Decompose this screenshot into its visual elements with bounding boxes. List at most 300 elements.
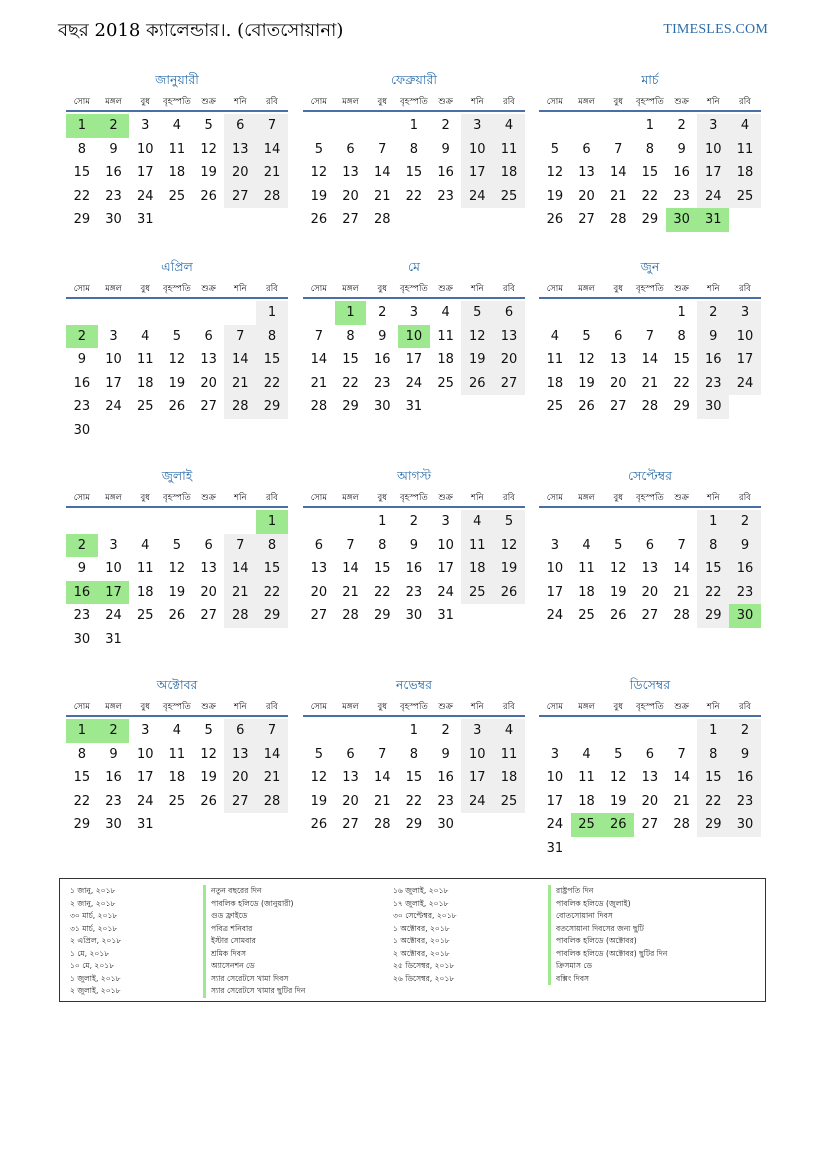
day-cell: 11	[168, 746, 186, 762]
day-cell: 20	[609, 375, 627, 391]
empty-day-cell	[303, 719, 335, 743]
day-cell: 29	[697, 604, 729, 628]
day-cell: 18	[168, 770, 186, 785]
empty-day-cell	[224, 301, 256, 325]
weekday-header	[539, 491, 761, 508]
day-cell: 27	[224, 790, 256, 814]
day-cell: 22	[73, 188, 91, 204]
day-cell: 24	[697, 185, 729, 209]
day-cell: 25	[546, 399, 564, 414]
empty-day-cell	[256, 813, 288, 837]
day-cell: 3	[550, 537, 559, 553]
legend-date: ১ অক্টোবর, ২০১৮	[393, 936, 450, 945]
day-cell: 7	[677, 746, 686, 762]
day-cell: 28	[224, 395, 256, 419]
day-cell: 25	[136, 608, 154, 623]
weekday-label: মঙ্গল	[105, 284, 122, 294]
empty-day-cell	[335, 719, 367, 743]
weekday-label: বুধ	[140, 97, 150, 107]
empty-day-cell	[602, 301, 634, 325]
weekday-label: মঙ্গল	[578, 97, 595, 107]
day-cell: 26	[310, 817, 328, 832]
day-cell: 20	[342, 188, 359, 204]
weekday-label: রবি	[266, 493, 278, 503]
weekday-label: শনি	[234, 284, 247, 294]
weekday-label: শনি	[471, 284, 484, 294]
empty-day-cell	[98, 419, 130, 443]
weekday-label: বুধ	[377, 97, 387, 107]
day-cell: 3	[109, 537, 118, 553]
day-cell: 28	[224, 604, 256, 628]
day-cell: 31	[437, 608, 454, 623]
legend-date: ১ অক্টোবর, ২০১৮	[393, 923, 450, 933]
day-cell: 25	[136, 399, 154, 414]
weekday-label: সোম	[310, 284, 327, 294]
day-cell: 7	[378, 141, 387, 157]
weekday-label: সোম	[546, 97, 563, 107]
weekday-header	[303, 95, 525, 112]
day-cell: 1	[677, 305, 686, 320]
day-cell: 10	[546, 770, 564, 785]
month-block	[539, 675, 761, 860]
day-cell: 9	[441, 141, 450, 157]
empty-day-cell	[193, 510, 225, 534]
day-cell: 8	[77, 746, 86, 762]
day-cell: 8	[378, 537, 387, 553]
day-cell: 23	[437, 793, 454, 809]
legend-holiday-name: শ্রমিক দিবস	[203, 948, 305, 961]
day-cell: 10	[105, 561, 122, 576]
legend-date: ৩০ সেপ্টেম্বর, ২০১৮	[393, 911, 457, 920]
weekday-header	[539, 700, 761, 717]
day-cell: 3	[409, 305, 419, 320]
day-cell: 1	[645, 118, 655, 133]
day-cell: 14	[224, 557, 256, 581]
day-cell: 27	[641, 608, 659, 623]
legend-date: ১ জানু, ২০১৮	[70, 886, 116, 895]
day-cell: 5	[172, 537, 182, 553]
day-cell: 18	[168, 165, 186, 180]
day-cell: 19	[200, 770, 217, 785]
empty-day-cell	[161, 510, 193, 534]
empty-day-cell	[193, 419, 225, 443]
day-cell: 9	[677, 141, 686, 157]
day-cell: 19	[310, 793, 328, 809]
weekday-label: রবি	[503, 702, 515, 712]
day-cell: 12	[168, 352, 186, 367]
day-cell: 13	[342, 165, 359, 180]
day-cell: 11	[493, 138, 525, 162]
day-cell: 10	[729, 325, 761, 349]
empty-day-cell	[602, 114, 634, 138]
day-cell: 7	[346, 537, 355, 553]
day-cell: 5	[614, 746, 623, 762]
empty-day-cell	[539, 510, 571, 534]
empty-day-cell	[539, 301, 571, 325]
day-cell: 21	[673, 584, 690, 600]
weekday-label: সোম	[546, 702, 563, 712]
day-cell: 1	[66, 114, 98, 138]
day-grid	[539, 114, 761, 232]
empty-day-cell	[256, 208, 288, 232]
day-cell: 21	[224, 372, 256, 396]
day-cell: 7	[614, 141, 623, 157]
empty-day-cell	[129, 510, 161, 534]
day-cell: 3	[729, 301, 761, 325]
day-cell: 23	[729, 790, 761, 814]
day-cell: 31	[105, 631, 122, 647]
day-cell: 28	[310, 399, 328, 414]
day-cell: 2	[98, 114, 130, 138]
weekday-label: রবি	[503, 284, 515, 294]
day-cell: 13	[200, 352, 217, 367]
empty-day-cell	[602, 719, 634, 743]
day-cell: 18	[546, 375, 564, 391]
day-cell: 18	[493, 766, 525, 790]
weekday-label: রবি	[266, 702, 278, 712]
day-cell: 31	[405, 399, 423, 414]
day-cell: 10	[461, 743, 493, 767]
legend-date: ১৭ জুলাই, ২০১৮	[393, 898, 449, 908]
day-cell: 9	[77, 352, 86, 367]
day-cell: 29	[373, 608, 391, 623]
day-cell: 3	[109, 328, 118, 344]
day-cell: 17	[546, 793, 564, 809]
day-cell: 26	[602, 813, 634, 837]
day-cell: 21	[373, 188, 391, 204]
day-cell: 28	[609, 212, 627, 227]
day-cell: 4	[493, 114, 525, 138]
weekday-label: বুধ	[613, 702, 623, 712]
day-cell: 9	[109, 746, 118, 762]
day-cell: 31	[546, 840, 564, 856]
day-cell: 14	[310, 352, 328, 367]
day-cell: 26	[609, 608, 627, 623]
day-cell: 7	[378, 746, 387, 762]
day-cell: 24	[136, 793, 154, 809]
day-cell: 3	[550, 746, 559, 762]
day-cell: 17	[461, 161, 493, 185]
day-cell: 21	[342, 584, 359, 600]
day-cell: 5	[204, 118, 213, 133]
empty-day-cell	[193, 813, 225, 837]
day-cell: 6	[224, 719, 256, 743]
day-cell: 6	[314, 537, 323, 553]
weekday-label: রবি	[266, 284, 278, 294]
day-cell: 20	[493, 348, 525, 372]
legend-holiday-name: রাষ্ট্রপতি দিন	[548, 885, 667, 898]
weekday-label: শুক্র	[201, 493, 216, 503]
day-cell: 30	[666, 208, 698, 232]
day-cell: 28	[641, 399, 659, 414]
day-cell: 18	[461, 557, 493, 581]
weekday-label: শুক্র	[674, 702, 689, 712]
legend-date: ২ এপ্রিল, ২০১৮	[70, 936, 122, 945]
day-cell: 19	[168, 584, 186, 600]
day-cell: 16	[729, 557, 761, 581]
day-cell: 14	[373, 165, 391, 180]
day-cell: 5	[582, 328, 591, 344]
day-grid	[303, 301, 525, 419]
weekday-label: শুক্র	[674, 97, 689, 107]
day-cell: 14	[342, 561, 359, 576]
empty-day-cell	[666, 719, 698, 743]
day-cell: 8	[645, 141, 655, 157]
day-cell: 23	[105, 188, 122, 204]
day-cell: 3	[441, 514, 450, 529]
weekday-label: শুক্র	[438, 284, 453, 294]
weekday-label: মঙ্গল	[342, 493, 359, 503]
day-cell: 9	[378, 328, 387, 344]
day-cell: 13	[493, 325, 525, 349]
weekday-label: শনি	[234, 97, 247, 107]
empty-day-cell	[161, 419, 193, 443]
day-cell: 6	[204, 328, 213, 344]
day-cell: 19	[310, 188, 328, 204]
day-cell: 11	[136, 352, 154, 367]
weekday-label: মঙ্গল	[578, 702, 595, 712]
day-cell: 12	[493, 534, 525, 558]
day-cell: 26	[200, 188, 217, 204]
day-cell: 15	[73, 165, 91, 180]
day-cell: 27	[200, 608, 217, 623]
empty-day-cell	[193, 301, 225, 325]
day-cell: 25	[571, 813, 603, 837]
month-block	[66, 466, 288, 651]
weekday-label: বৃহস্পতি	[400, 493, 428, 503]
day-cell: 17	[729, 348, 761, 372]
day-cell: 24	[105, 608, 122, 623]
weekday-label: রবি	[503, 493, 515, 503]
empty-day-cell	[461, 395, 493, 419]
empty-day-cell	[224, 628, 256, 652]
day-cell: 11	[546, 352, 564, 367]
weekday-label: বৃহস্পতি	[400, 702, 428, 712]
day-cell: 4	[141, 537, 150, 553]
weekday-label: রবি	[266, 97, 278, 107]
empty-day-cell	[634, 510, 666, 534]
day-cell: 6	[645, 537, 655, 553]
month-name: মার্চ	[641, 72, 659, 87]
month-block	[66, 675, 288, 837]
legend-names-col-1	[203, 885, 305, 998]
day-cell: 30	[373, 399, 391, 414]
day-cell: 29	[405, 817, 423, 832]
empty-day-cell	[161, 628, 193, 652]
day-cell: 9	[697, 325, 729, 349]
empty-day-cell	[98, 510, 130, 534]
day-grid	[303, 114, 525, 232]
day-cell: 20	[641, 793, 659, 809]
empty-day-cell	[66, 301, 98, 325]
day-cell: 8	[697, 743, 729, 767]
empty-day-cell	[129, 628, 161, 652]
empty-day-cell	[303, 510, 335, 534]
empty-day-cell	[461, 208, 493, 232]
weekday-label: বুধ	[613, 284, 623, 294]
weekday-label: রবি	[739, 702, 751, 712]
weekday-label: শনি	[707, 702, 720, 712]
day-cell: 22	[673, 375, 690, 391]
empty-day-cell	[161, 813, 193, 837]
weekday-label: শুক্র	[674, 493, 689, 503]
day-cell: 17	[98, 581, 130, 605]
day-cell: 31	[697, 208, 729, 232]
legend-holiday-name: স্যার সেরেটসে খামা দিবস	[203, 973, 305, 986]
day-cell: 12	[546, 165, 564, 180]
day-cell: 7	[256, 114, 288, 138]
weekday-label: সোম	[546, 493, 563, 503]
weekday-label: সোম	[73, 284, 90, 294]
site-link[interactable]: TIMESLES.COM	[663, 22, 768, 37]
day-cell: 16	[729, 766, 761, 790]
weekday-label: মঙ্গল	[342, 97, 359, 107]
weekday-label: মঙ্গল	[105, 702, 122, 712]
day-cell: 10	[697, 138, 729, 162]
day-cell: 2	[729, 510, 761, 534]
weekday-label: বুধ	[613, 493, 623, 503]
empty-day-cell	[493, 395, 525, 419]
day-cell: 25	[578, 608, 595, 623]
empty-day-cell	[366, 114, 398, 138]
weekday-header	[303, 282, 525, 299]
day-cell: 23	[405, 584, 423, 600]
empty-day-cell	[256, 628, 288, 652]
day-cell: 24	[105, 399, 122, 414]
day-cell: 30	[73, 422, 91, 438]
day-cell: 22	[373, 584, 391, 600]
day-cell: 8	[256, 534, 288, 558]
day-cell: 18	[578, 793, 595, 809]
day-cell: 7	[645, 328, 655, 344]
empty-day-cell	[193, 628, 225, 652]
weekday-label: বুধ	[377, 284, 387, 294]
day-cell: 5	[493, 510, 525, 534]
day-cell: 21	[641, 375, 659, 391]
day-cell: 4	[172, 723, 182, 738]
day-cell: 26	[578, 399, 595, 414]
weekday-label: মঙ্গল	[342, 284, 359, 294]
legend-date: ২ জানু, ২০১৮	[70, 898, 116, 908]
empty-day-cell	[571, 510, 603, 534]
day-cell: 24	[437, 584, 454, 600]
day-cell: 23	[729, 581, 761, 605]
weekday-label: শনি	[471, 97, 484, 107]
month-name: জানুয়ারী	[155, 72, 199, 87]
day-cell: 20	[224, 161, 256, 185]
day-cell: 6	[346, 746, 355, 762]
day-cell: 16	[66, 581, 98, 605]
day-cell: 21	[256, 766, 288, 790]
day-cell: 24	[461, 790, 493, 814]
day-cell: 7	[314, 328, 323, 344]
day-cell: 24	[461, 185, 493, 209]
day-grid	[66, 510, 288, 651]
day-cell: 28	[256, 790, 288, 814]
day-cell: 15	[373, 561, 391, 576]
day-cell: 11	[493, 743, 525, 767]
day-cell: 4	[141, 328, 150, 344]
day-cell: 29	[342, 399, 359, 414]
day-cell: 11	[461, 534, 493, 558]
day-cell: 4	[729, 114, 761, 138]
day-cell: 12	[310, 770, 328, 785]
day-cell: 30	[105, 817, 122, 832]
day-cell: 9	[77, 561, 86, 576]
day-cell: 6	[224, 114, 256, 138]
empty-day-cell	[193, 208, 225, 232]
day-cell: 15	[697, 766, 729, 790]
weekday-label: শনি	[471, 702, 484, 712]
day-cell: 11	[136, 561, 154, 576]
day-cell: 30	[729, 604, 761, 628]
legend-date: ২ জুলাই, ২০১৮	[70, 986, 121, 995]
day-cell: 12	[200, 746, 217, 762]
day-cell: 28	[373, 212, 391, 227]
day-cell: 5	[314, 141, 323, 157]
day-cell: 17	[136, 770, 154, 785]
day-cell: 21	[310, 375, 328, 391]
day-cell: 4	[582, 746, 591, 762]
weekday-label: সোম	[73, 702, 90, 712]
day-cell: 29	[641, 212, 659, 227]
day-cell: 15	[256, 348, 288, 372]
holiday-legend	[59, 878, 766, 1002]
day-cell: 2	[66, 325, 98, 349]
weekday-label: রবি	[739, 284, 751, 294]
day-cell: 29	[697, 813, 729, 837]
weekday-label: বৃহস্পতি	[636, 97, 664, 107]
legend-holiday-name: পবিত্র শনিবার	[203, 923, 305, 936]
day-cell: 6	[645, 746, 655, 762]
month-block	[539, 70, 761, 232]
day-grid	[66, 301, 288, 442]
day-cell: 13	[200, 561, 217, 576]
day-cell: 21	[673, 793, 690, 809]
day-cell: 22	[405, 793, 423, 809]
day-grid	[539, 510, 761, 628]
day-cell: 25	[729, 185, 761, 209]
weekday-label: সোম	[73, 493, 90, 503]
empty-day-cell	[539, 719, 571, 743]
day-cell: 14	[641, 352, 659, 367]
empty-day-cell	[224, 813, 256, 837]
day-cell: 23	[73, 608, 91, 623]
day-cell: 8	[77, 141, 86, 157]
empty-day-cell	[571, 719, 603, 743]
day-cell: 25	[168, 793, 186, 809]
day-cell: 18	[136, 375, 154, 391]
weekday-label: শনি	[234, 493, 247, 503]
day-cell: 7	[224, 325, 256, 349]
day-cell: 24	[729, 372, 761, 396]
day-cell: 12	[310, 165, 328, 180]
month-block	[66, 257, 288, 442]
weekday-label: বৃহস্পতি	[400, 284, 428, 294]
day-cell: 19	[493, 557, 525, 581]
empty-day-cell	[224, 419, 256, 443]
empty-day-cell	[366, 719, 398, 743]
day-cell: 11	[437, 328, 454, 344]
month-block	[303, 257, 525, 419]
legend-date: ১৬ জুলাই, ২০১৮	[393, 886, 449, 895]
empty-day-cell	[256, 419, 288, 443]
day-cell: 1	[409, 723, 419, 738]
day-cell: 13	[609, 352, 627, 367]
day-cell: 15	[73, 770, 91, 785]
month-name: সেপ্টেম্বর	[628, 468, 672, 483]
day-cell: 4	[493, 719, 525, 743]
